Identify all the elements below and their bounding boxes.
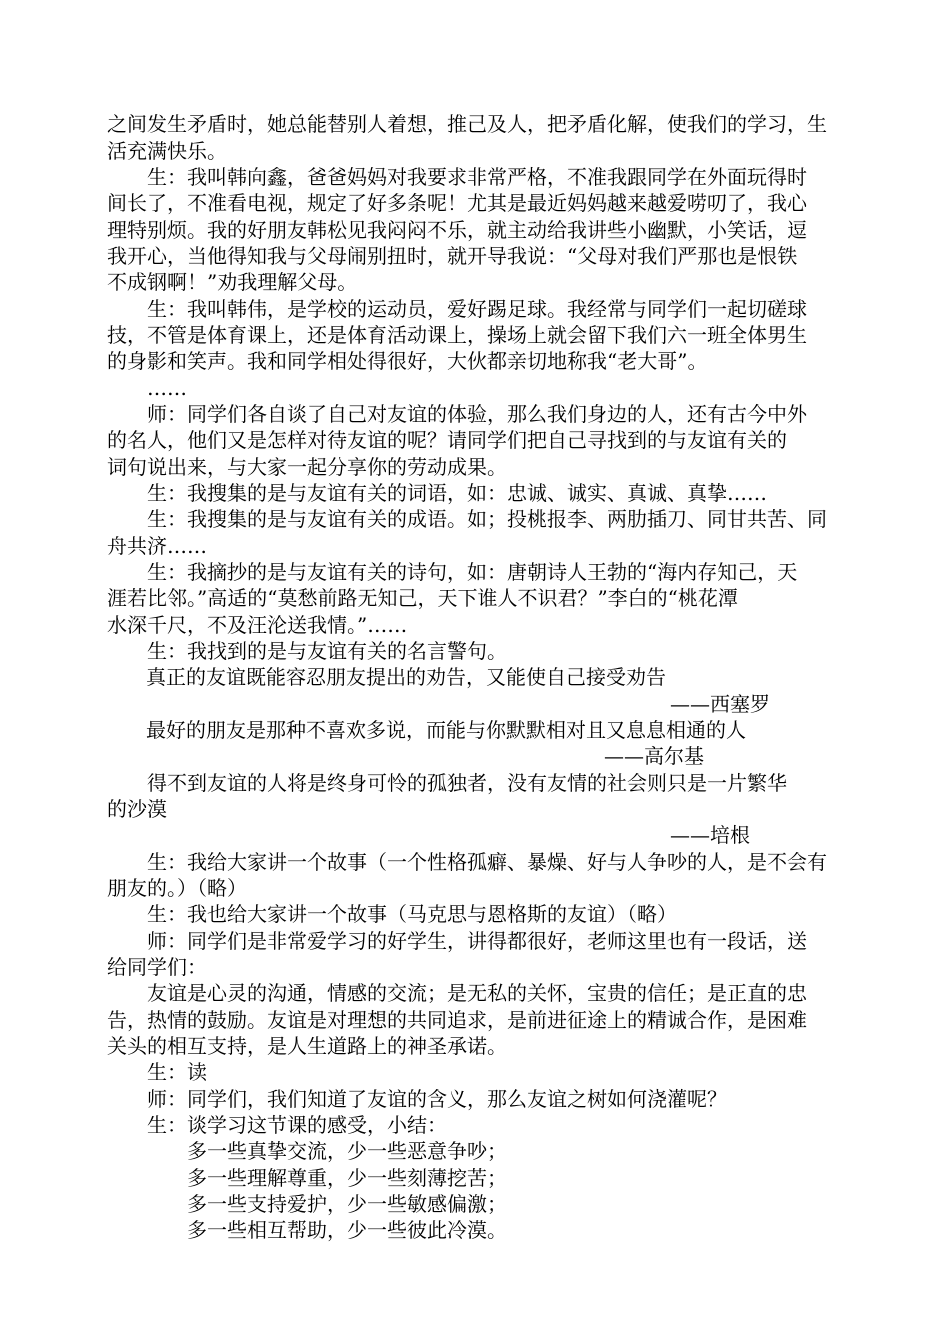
text-line: 不成钢啊！”劝我理解父母。 — [107, 270, 358, 294]
text-line: 技，不管是体育课上，还是体育活动课上，操场上就会留下我们六一班全体男生 — [107, 323, 807, 347]
text-line: 生：我也给大家讲一个故事（马克思与恩格斯的友谊）（略） — [147, 902, 677, 926]
text-line: 师：同学们，我们知道了友谊的含义，那么友谊之树如何浇灌呢？ — [147, 1087, 727, 1111]
text-line: 间长了，不准看电视，规定了好多条呢！尤其是最近妈妈越来越爱唠叨了，我心 — [107, 191, 807, 215]
text-line: 生：我找到的是与友谊有关的名言警句。 — [147, 639, 507, 663]
text-line: 活充满快乐。 — [107, 139, 227, 163]
summary-line: 多一些真挚交流，少一些恶意争吵； — [187, 1139, 507, 1163]
quote-line: 真正的友谊既能容忍朋友提出的劝告，又能使自己接受劝告 — [146, 665, 666, 689]
text-line: 生：我叫韩向鑫，爸爸妈妈对我要求非常严格，不准我跟同学在外面玩得时 — [147, 165, 807, 189]
text-line: 的名人，他们又是怎样对待友谊的呢？请同学们把自己寻找到的与友谊有关的 — [107, 428, 787, 452]
text-line: 之间发生矛盾时，她总能替别人着想，推己及人，把矛盾化解，使我们的学习，生 — [107, 112, 827, 136]
summary-line: 多一些支持爱护，少一些敏感偏激； — [187, 1192, 507, 1216]
text-line: 水深千尺，不及汪沦送我情。”…… — [107, 613, 408, 637]
text-line: 理特别烦。我的好朋友韩松见我闷闷不乐，就主动给我讲些小幽默，小笑话，逗 — [107, 218, 807, 242]
text-line: 生：读 — [147, 1060, 207, 1084]
quote-author: ——高尔基 — [604, 744, 704, 768]
text-line: 朋友的。）（略） — [107, 876, 247, 900]
text-line: 告，热情的鼓励。友谊是对理想的共同追求，是前进征途上的精诚合作，是困难 — [107, 1008, 807, 1032]
text-line: 生：我给大家讲一个故事（一个性格孤癖、暴燥、好与人争吵的人，是不会有 — [147, 850, 827, 874]
quote-author: ——西塞罗 — [670, 692, 770, 716]
quote-line: 得不到友谊的人将是终身可怜的孤独者，没有友情的社会则只是一片繁华 — [147, 771, 787, 795]
text-line: 关头的相互支持，是人生道路上的神圣承诺。 — [107, 1034, 507, 1058]
text-line: …… — [147, 376, 187, 400]
text-line: 生：我叫韩伟，是学校的运动员，爱好踢足球。我经常与同学们一起切磋球 — [147, 297, 807, 321]
text-line: 给同学们： — [107, 955, 207, 979]
text-line: 友谊是心灵的沟通，情感的交流；是无私的关怀，宝贵的信任；是正直的忠 — [147, 981, 807, 1005]
quote-line: 的沙漠 — [107, 797, 167, 821]
quote-author: ——培根 — [670, 823, 750, 847]
quote-line: 最好的朋友是那种不喜欢多说，而能与你默默相对且又息息相通的人 — [146, 718, 746, 742]
text-line: 生：我搜集的是与友谊有关的词语，如：忠诚、诚实、真诚、真挚…… — [147, 481, 767, 505]
text-line: 涯若比邻。”高适的“莫愁前路无知己，天下谁人不识君？”李白的“桃花潭 — [107, 586, 738, 610]
summary-line: 多一些相互帮助，少一些彼此冷漠。 — [187, 1218, 507, 1242]
text-line: 师：同学们各自谈了自己对友谊的体验，那么我们身边的人，还有古今中外 — [147, 402, 807, 426]
text-line: 生：我搜集的是与友谊有关的成语。如；投桃报李、两肋插刀、同甘共苦、同 — [147, 507, 827, 531]
text-line: 师：同学们是非常爱学习的好学生，讲得都很好，老师这里也有一段话，送 — [147, 929, 807, 953]
text-line: 的身影和笑声。我和同学相处得很好，大伙都亲切地称我“老大哥”。 — [107, 349, 708, 373]
text-line: 舟共济…… — [107, 534, 207, 558]
text-line: 生：谈学习这节课的感受，小结： — [147, 1113, 447, 1137]
text-line: 我开心，当他得知我与父母闹别扭时，就开导我说：“父母对我们严那也是恨铁 — [107, 244, 798, 268]
text-line: 词句说出来，与大家一起分享你的劳动成果。 — [107, 455, 507, 479]
summary-line: 多一些理解尊重，少一些刻薄挖苦； — [187, 1166, 507, 1190]
text-line: 生：我摘抄的是与友谊有关的诗句，如：唐朝诗人王勃的“海内存知己，天 — [147, 560, 798, 584]
